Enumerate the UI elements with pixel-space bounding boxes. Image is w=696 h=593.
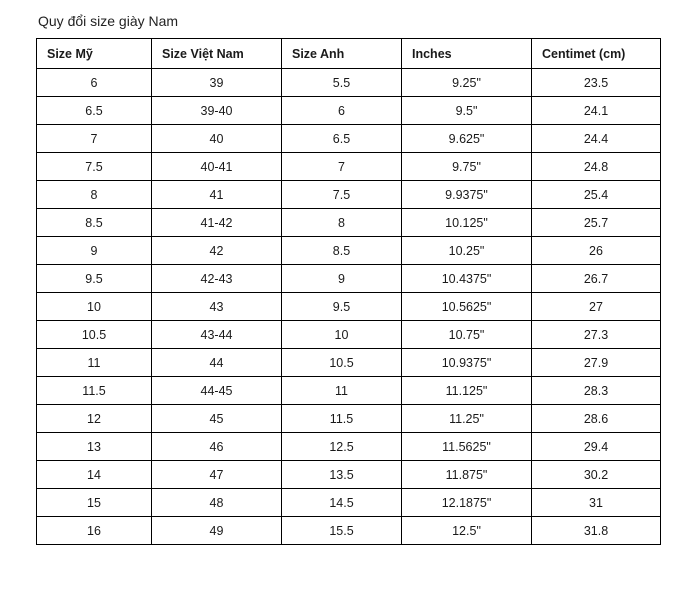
cell-inches: 9.25" xyxy=(402,69,532,97)
cell-inches: 11.25" xyxy=(402,405,532,433)
cell-inches: 9.75" xyxy=(402,153,532,181)
cell-inches: 11.5625" xyxy=(402,433,532,461)
cell-size-viet-nam: 44-45 xyxy=(152,377,282,405)
cell-inches: 10.9375" xyxy=(402,349,532,377)
cell-centimet: 27.9 xyxy=(532,349,661,377)
table-body xyxy=(37,69,661,545)
cell-size-anh: 9.5 xyxy=(282,293,402,321)
cell-size-viet-nam: 43 xyxy=(152,293,282,321)
cell-size-viet-nam: 42-43 xyxy=(152,265,282,293)
cell-size-my: 10.5 xyxy=(37,321,152,349)
table-row xyxy=(37,321,661,349)
cell-inches: 9.5" xyxy=(402,97,532,125)
page-title: Quy đổi size giày Nam xyxy=(38,13,179,29)
cell-size-viet-nam: 49 xyxy=(152,517,282,545)
cell-size-anh: 6 xyxy=(282,97,402,125)
cell-size-my: 11.5 xyxy=(37,377,152,405)
cell-size-my: 14 xyxy=(37,461,152,489)
table-row xyxy=(37,97,661,125)
cell-size-anh: 10 xyxy=(282,321,402,349)
cell-size-my: 6 xyxy=(37,69,152,97)
cell-size-anh: 5.5 xyxy=(282,69,402,97)
cell-centimet: 24.8 xyxy=(532,153,661,181)
table-row xyxy=(37,405,661,433)
cell-size-viet-nam: 48 xyxy=(152,489,282,517)
table-row xyxy=(37,153,661,181)
cell-centimet: 26 xyxy=(532,237,661,265)
cell-inches: 12.1875" xyxy=(402,489,532,517)
cell-inches: 11.125" xyxy=(402,377,532,405)
cell-centimet: 31.8 xyxy=(532,517,661,545)
cell-size-my: 11 xyxy=(37,349,152,377)
cell-size-anh: 11.5 xyxy=(282,405,402,433)
table-row xyxy=(37,209,661,237)
table-row xyxy=(37,181,661,209)
cell-size-viet-nam: 41-42 xyxy=(152,209,282,237)
cell-centimet: 28.3 xyxy=(532,377,661,405)
cell-inches: 10.75" xyxy=(402,321,532,349)
cell-size-my: 13 xyxy=(37,433,152,461)
cell-centimet: 24.1 xyxy=(532,97,661,125)
cell-size-anh: 7.5 xyxy=(282,181,402,209)
table-row xyxy=(37,489,661,517)
cell-size-my: 9.5 xyxy=(37,265,152,293)
column-header-centimet: Centimet (cm) xyxy=(532,39,661,69)
table-header-row xyxy=(37,39,661,69)
cell-size-my: 9 xyxy=(37,237,152,265)
table-row xyxy=(37,265,661,293)
table-row xyxy=(37,349,661,377)
cell-size-anh: 6.5 xyxy=(282,125,402,153)
cell-centimet: 23.5 xyxy=(532,69,661,97)
cell-size-my: 16 xyxy=(37,517,152,545)
shoe-size-conversion-table xyxy=(36,38,661,545)
cell-size-anh: 13.5 xyxy=(282,461,402,489)
cell-size-my: 12 xyxy=(37,405,152,433)
table-row xyxy=(37,433,661,461)
column-header-size-viet-nam: Size Việt Nam xyxy=(152,39,282,69)
cell-size-viet-nam: 40-41 xyxy=(152,153,282,181)
cell-centimet: 25.4 xyxy=(532,181,661,209)
column-header-size-anh: Size Anh xyxy=(282,39,402,69)
cell-inches: 10.25" xyxy=(402,237,532,265)
cell-size-anh: 15.5 xyxy=(282,517,402,545)
cell-size-my: 15 xyxy=(37,489,152,517)
table-row xyxy=(37,69,661,97)
table-row xyxy=(37,293,661,321)
table-row xyxy=(37,377,661,405)
cell-size-anh: 8.5 xyxy=(282,237,402,265)
cell-size-viet-nam: 39-40 xyxy=(152,97,282,125)
column-header-inches: Inches xyxy=(402,39,532,69)
cell-size-anh: 8 xyxy=(282,209,402,237)
cell-size-my: 6.5 xyxy=(37,97,152,125)
table-row xyxy=(37,517,661,545)
table-row xyxy=(37,125,661,153)
cell-inches: 10.4375" xyxy=(402,265,532,293)
cell-size-anh: 14.5 xyxy=(282,489,402,517)
cell-centimet: 29.4 xyxy=(532,433,661,461)
table-row xyxy=(37,461,661,489)
cell-size-anh: 11 xyxy=(282,377,402,405)
cell-centimet: 27 xyxy=(532,293,661,321)
cell-size-viet-nam: 42 xyxy=(152,237,282,265)
cell-size-anh: 10.5 xyxy=(282,349,402,377)
cell-centimet: 30.2 xyxy=(532,461,661,489)
cell-size-anh: 7 xyxy=(282,153,402,181)
cell-size-viet-nam: 44 xyxy=(152,349,282,377)
cell-size-viet-nam: 40 xyxy=(152,125,282,153)
cell-size-anh: 9 xyxy=(282,265,402,293)
cell-centimet: 28.6 xyxy=(532,405,661,433)
cell-inches: 9.9375" xyxy=(402,181,532,209)
cell-size-my: 8.5 xyxy=(37,209,152,237)
cell-size-viet-nam: 43-44 xyxy=(152,321,282,349)
column-header-size-my: Size Mỹ xyxy=(37,39,152,69)
cell-size-my: 7.5 xyxy=(37,153,152,181)
cell-inches: 12.5" xyxy=(402,517,532,545)
cell-inches: 10.5625" xyxy=(402,293,532,321)
cell-inches: 11.875" xyxy=(402,461,532,489)
cell-centimet: 31 xyxy=(532,489,661,517)
cell-size-viet-nam: 39 xyxy=(152,69,282,97)
cell-centimet: 25.7 xyxy=(532,209,661,237)
cell-centimet: 24.4 xyxy=(532,125,661,153)
cell-size-viet-nam: 45 xyxy=(152,405,282,433)
cell-size-anh: 12.5 xyxy=(282,433,402,461)
cell-centimet: 27.3 xyxy=(532,321,661,349)
table-row xyxy=(37,237,661,265)
cell-size-viet-nam: 47 xyxy=(152,461,282,489)
cell-size-my: 10 xyxy=(37,293,152,321)
cell-size-my: 8 xyxy=(37,181,152,209)
cell-centimet: 26.7 xyxy=(532,265,661,293)
cell-size-viet-nam: 41 xyxy=(152,181,282,209)
cell-inches: 9.625" xyxy=(402,125,532,153)
cell-inches: 10.125" xyxy=(402,209,532,237)
cell-size-my: 7 xyxy=(37,125,152,153)
cell-size-viet-nam: 46 xyxy=(152,433,282,461)
